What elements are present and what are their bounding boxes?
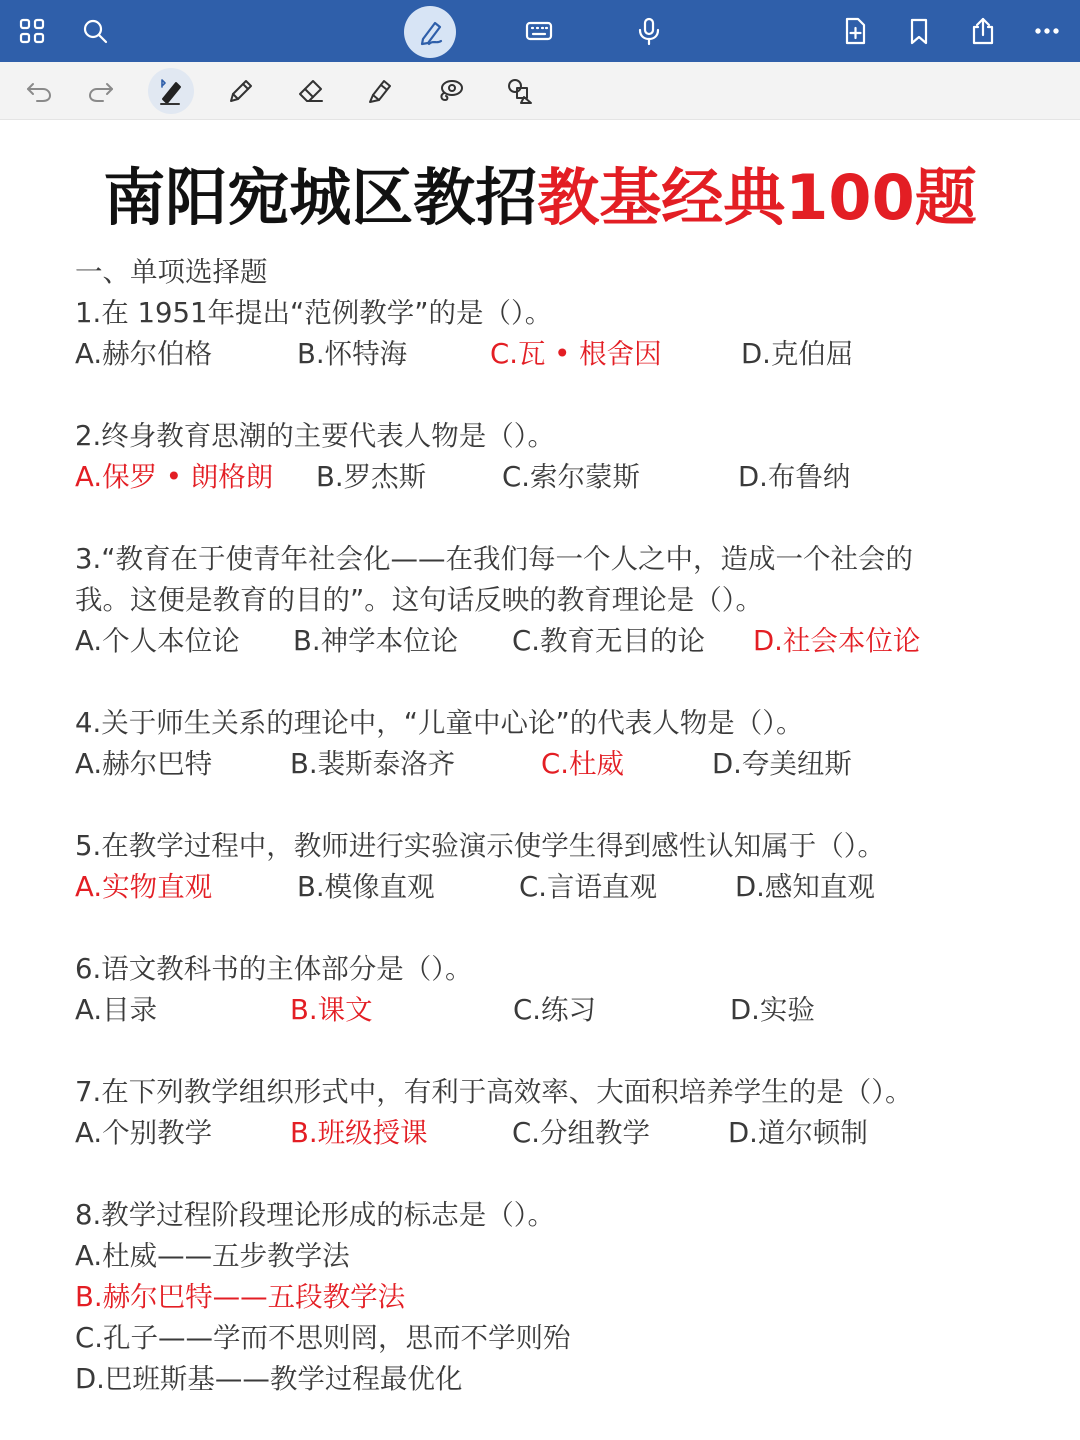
option: A.个人本位论 <box>75 625 240 657</box>
option: D.感知直观 <box>735 871 875 903</box>
question-spacer <box>75 662 1035 703</box>
search-icon[interactable] <box>72 8 118 54</box>
correct-option: D.社会本位论 <box>753 625 921 657</box>
option: C.分组教学 <box>512 1117 650 1149</box>
option: C.教育无目的论 <box>512 625 705 657</box>
bookmark-icon[interactable] <box>896 8 942 54</box>
correct-option: C.杜威 <box>541 748 624 780</box>
option: A.杜威——五步教学法 <box>75 1240 350 1272</box>
option: B.裴斯泰洛齐 <box>290 748 456 780</box>
options-row <box>75 621 1035 662</box>
redo-icon[interactable] <box>78 68 124 114</box>
undo-icon[interactable] <box>16 68 62 114</box>
option: B.模像直观 <box>297 871 435 903</box>
grid-icon[interactable] <box>9 8 55 54</box>
document-body <box>75 252 1035 1400</box>
add-page-icon[interactable] <box>832 8 878 54</box>
option: C.练习 <box>513 994 596 1026</box>
question-text: 8.教学过程阶段理论形成的标志是（）。 <box>75 1199 555 1231</box>
share-icon[interactable] <box>960 8 1006 54</box>
keyboard-icon[interactable] <box>516 8 562 54</box>
drawing-toolbar <box>0 62 1080 120</box>
pen-mode-icon[interactable] <box>404 6 456 58</box>
question-spacer <box>75 375 1035 416</box>
option: A.赫尔巴特 <box>75 748 213 780</box>
question-text: 2.终身教育思潮的主要代表人物是（）。 <box>75 420 555 452</box>
question-text: 3.“教育在于使青年社会化——在我们每一个人之中，造成一个社会的 <box>75 543 913 575</box>
correct-option: C.瓦 • 根舍因 <box>490 338 662 370</box>
question-text: 我。这便是教育的目的”。这句话反映的教育理论是（）。 <box>75 584 763 616</box>
option: A.赫尔伯格 <box>75 338 213 370</box>
correct-option: B.课文 <box>290 994 373 1026</box>
correct-option: A.实物直观 <box>75 871 213 903</box>
option: D.道尔顿制 <box>728 1117 868 1149</box>
correct-option: A.保罗 • 朗格朗 <box>75 461 274 493</box>
more-icon[interactable] <box>1024 8 1070 54</box>
option: D.实验 <box>730 994 815 1026</box>
correct-option: B.赫尔巴特——五段教学法 <box>75 1281 406 1313</box>
options-row <box>75 990 1035 1031</box>
pencil-icon[interactable] <box>218 68 264 114</box>
correct-option: B.班级授课 <box>290 1117 428 1149</box>
option: A.个别教学 <box>75 1117 213 1149</box>
option: A.目录 <box>75 994 158 1026</box>
question-spacer <box>75 1154 1035 1195</box>
options-row <box>75 744 1035 785</box>
lasso-icon[interactable] <box>428 68 474 114</box>
document-title <box>0 148 1080 237</box>
option: D.布鲁纳 <box>738 461 851 493</box>
question-spacer <box>75 785 1035 826</box>
option: B.怀特海 <box>297 338 408 370</box>
options-row <box>75 334 1035 375</box>
question-spacer <box>75 1031 1035 1072</box>
option: C.言语直观 <box>519 871 657 903</box>
title-black-part: 南阳宛城区教招 <box>103 161 538 234</box>
option: D.克伯屈 <box>741 338 854 370</box>
options-row <box>75 1113 1035 1154</box>
question-text: 5.在教学过程中，教师进行实验演示使学生得到感性认知属于（）。 <box>75 830 885 862</box>
question-text: 1.在 1951年提出“范例教学”的是（）。 <box>75 297 553 329</box>
question-spacer <box>75 498 1035 539</box>
question-text: 7.在下列教学组织形式中，有利于高效率、大面积培养学生的是（）。 <box>75 1076 913 1108</box>
microphone-icon[interactable] <box>626 8 672 54</box>
shapes-icon[interactable] <box>497 68 543 114</box>
option: C.孔子——学而不思则罔，思而不学则殆 <box>75 1322 571 1354</box>
option: B.罗杰斯 <box>316 461 427 493</box>
option: C.索尔蒙斯 <box>502 461 640 493</box>
option: D.巴班斯基——教学过程最优化 <box>75 1363 463 1395</box>
question-spacer <box>75 908 1035 949</box>
eraser-icon[interactable] <box>288 68 334 114</box>
option: D.夸美纽斯 <box>712 748 852 780</box>
section-heading: 一、单项选择题 <box>75 256 268 288</box>
question-text: 4.关于师生关系的理论中，“儿童中心论”的代表人物是（）。 <box>75 707 804 739</box>
app-top-bar <box>0 0 1080 62</box>
title-red-part: 教基经典100题 <box>537 161 977 234</box>
question-text: 6.语文教科书的主体部分是（）。 <box>75 953 473 985</box>
option: B.神学本位论 <box>293 625 459 657</box>
highlighter-icon[interactable] <box>357 68 403 114</box>
bluetooth-pen-icon[interactable] <box>148 68 194 114</box>
options-row <box>75 457 1035 498</box>
options-row <box>75 867 1035 908</box>
